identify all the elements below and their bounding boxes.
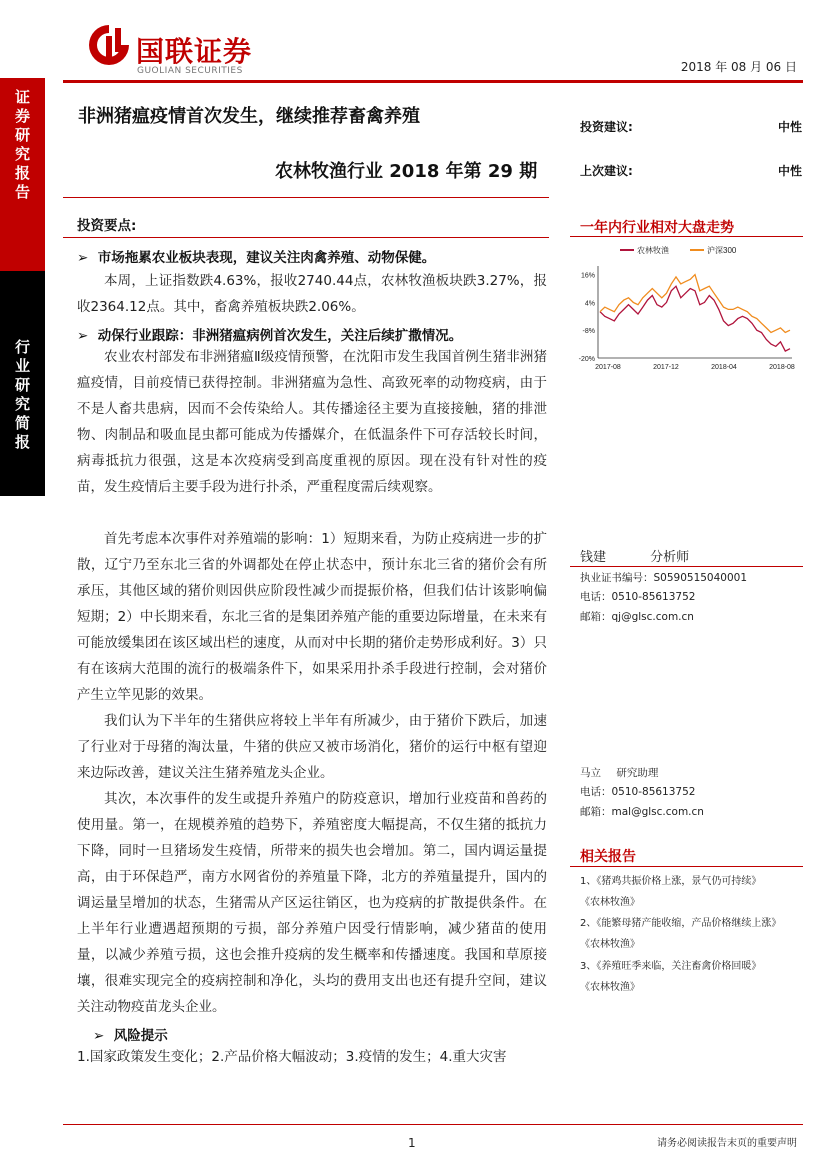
chart-title-rule [570,236,803,237]
analyst-1-email: 邮箱：qj@glsc.com.cn [580,611,694,623]
logo-text: 国联证券 [136,35,253,68]
chart-legend-label: 农林牧渔 [637,246,669,255]
risk-text: 1.国家政策发生变化；2.产品价格大幅波动；3.疫情的发生；4.重大灾害 [77,1049,507,1065]
analyst-2-title: 研究助理 [616,767,659,779]
paragraph-4: 其次，本次事件的发生或提升养殖户的防疫意识，增加行业疫苗和兽药的使用量。第一，在规模养殖的趋势下，养殖密度大幅提高，不仅生猪的抵抗力下降，同时一旦猪场发生疫情，所带来的损失也会增加。第二，国内调运量提高，由于环保趋严，南方水网省份的养殖量下降，北方的养殖量提升，国内的调运量呈增加的状态，生猪需从产区运往销区，也为疫病的扩散提供条件。在上半年行业遭遇超预期的亏损，部分养殖户因受行情影响，减少猪苗的使用量，以减少养殖亏损，这也会推升疫病的发生概率和传播速度。我国和草原接壤，很难实现完全的疫病控制和净化，头均的费用支出也还有提升空间，建议关注动物疫苗龙头企业。 [77,791,547,1015]
summary-rule [63,237,549,238]
chart-y-tick-label: 4% [584,300,595,308]
chart-legend-label: 沪深300 [707,246,737,255]
related-reports-title: 相关报告 [580,849,636,865]
side-label-report: 证 券 研 究 报 告 [14,88,30,201]
related-report-1[interactable]: 1、《猪鸡共振价格上涨，景气仍可持续》 [580,876,762,887]
paragraph-2: 首先考虑本次事件对养殖端的影响：1）短期来看，为防止疫病进一步的扩散，辽宁乃至东北三省的外调都处在停止状态中，预计东北三省的猪价会有所承压，其他区域的猪价则因供应阶段性减少而提振价格，但我们估计该影响偏短期；2）中长期来看，东北三省的是集团养殖产能的重要边际增量，在未来有可能放缓集团在该区域出栏的速度，从而对中长期的猪价走势形成利好。3）只有在该病大范围的流行的极端条件下，如果采用扑杀手段进行控制，会对猪价产生立竿见影的效果。 [77,531,547,703]
bullet-arrow-icon: ➢ [77,328,98,344]
footer-disclaimer: 请务必阅读报告末页的重要声明 [657,1138,797,1149]
report-title: 非洲猪瘟疫情首次发生，继续推荐畜禽养殖 [78,106,420,127]
risk-heading: ➢ 风险提示 [93,1028,168,1044]
analyst-rule [570,566,803,567]
chart-x-tick-label: 2018-04 [711,364,737,371]
bullet-2-heading: ➢ 动保行业跟踪：非洲猪瘟病例首次发生，关注后续扩撒情况。 [77,328,463,344]
chart-series-line [600,275,790,333]
analyst-2-phone: 电话：0510-85613752 [580,786,696,798]
analyst-1-name: 钱建 [580,550,607,565]
analyst-2-email: 邮箱：mal@glsc.com.cn [580,806,704,818]
analyst-1-title: 分析师 [650,550,690,565]
chart-title: 一年内行业相对大盘走势 [580,220,734,236]
chart-x-tick-label: 2017-08 [595,364,621,371]
bullet-arrow-icon: ➢ [93,1028,114,1044]
chart-series-line [600,286,790,351]
footer-rule [63,1124,803,1125]
related-report-3[interactable]: 3、《养殖旺季来临，关注畜禽价格回暖》 [580,961,762,972]
report-subtitle: 农林牧渔行业 2018 年第 29 期 [275,161,538,182]
page-number: 1 [408,1136,416,1150]
analyst-1-cert: 执业证书编号：S0590515040001 [580,572,748,584]
chart-y-tick-label: -8% [582,328,595,336]
paragraph-1: 农业农村部发布非洲猪瘟Ⅱ级疫情预警，在沈阳市发生我国首例生猪非洲猪瘟疫情，目前疫情已获得控制。非洲猪瘟为急性、高致死率的动物疫病，由于不是人畜共患病，因而不会传染给人。其传播途径主要为直接接触，猪的排泄物、肉制品和吸血昆虫都可能成为传播媒介，在低温条件下可存活较长时间，病毒抵抗力很强，这是本次疫病受到高度重视的原因。现在没有针对性的疫苗，发生疫情后主要手段为进行扑杀，严重程度需后续观察。 [77,349,547,495]
related-reports-rule [570,866,803,867]
logo-mark-icon [86,22,132,72]
rating-label: 投资建议: [580,120,633,134]
last-rating-label: 上次建议: [580,164,633,178]
rating-value: 中性 [778,120,803,134]
header-rule [63,80,803,83]
chart-x-tick-label: 2018-08 [769,364,795,371]
paragraph-3: 我们认为下半年的生猪供应将较上半年有所减少，由于猪价下跌后，加速了行业对于母猪的淘汰量，牛猪的供应又被市场消化，猪价的运行中枢有望迎来边际改善，建议关注生猪养殖龙头企业。 [77,713,547,781]
related-report-1-source: 《农林牧渔》 [580,897,640,908]
bullet-1-heading: ➢ 市场拖累农业板块表现，建议关注肉禽养殖、动物保健。 [77,250,436,266]
chart-y-tick-label: -20% [578,356,595,363]
related-report-3-source: 《农林牧渔》 [580,982,640,993]
bullet-1-text: 本周，上证指数跌4.63%，报收2740.44点，农林牧渔板块跌3.27%，报收2364.12点。其中，畜禽养殖板块跌2.06%。 [77,273,547,315]
analyst-1 [580,546,689,565]
title-rule [63,197,549,198]
side-label-brief: 行 业 研 究 简 报 [14,338,30,451]
analyst-2 [580,765,658,780]
logo-subtext: GUOLIAN SECURITIES [137,66,243,76]
bullet-arrow-icon: ➢ [77,250,98,266]
relative-performance-chart [570,240,800,384]
analyst-2-name: 马立 [580,767,601,779]
related-report-2-source: 《农林牧渔》 [580,939,640,950]
last-rating-value: 中性 [778,164,803,178]
related-report-2[interactable]: 2、《能繁母猪产能收缩，产品价格继续上涨》 [580,918,782,929]
chart-x-tick-label: 2017-12 [653,364,679,371]
analyst-1-phone: 电话：0510-85613752 [580,591,696,603]
summary-heading: 投资要点: [77,218,137,234]
chart-y-tick-label: 16% [580,272,595,280]
report-date: 2018 年 08 月 06 日 [680,60,797,74]
